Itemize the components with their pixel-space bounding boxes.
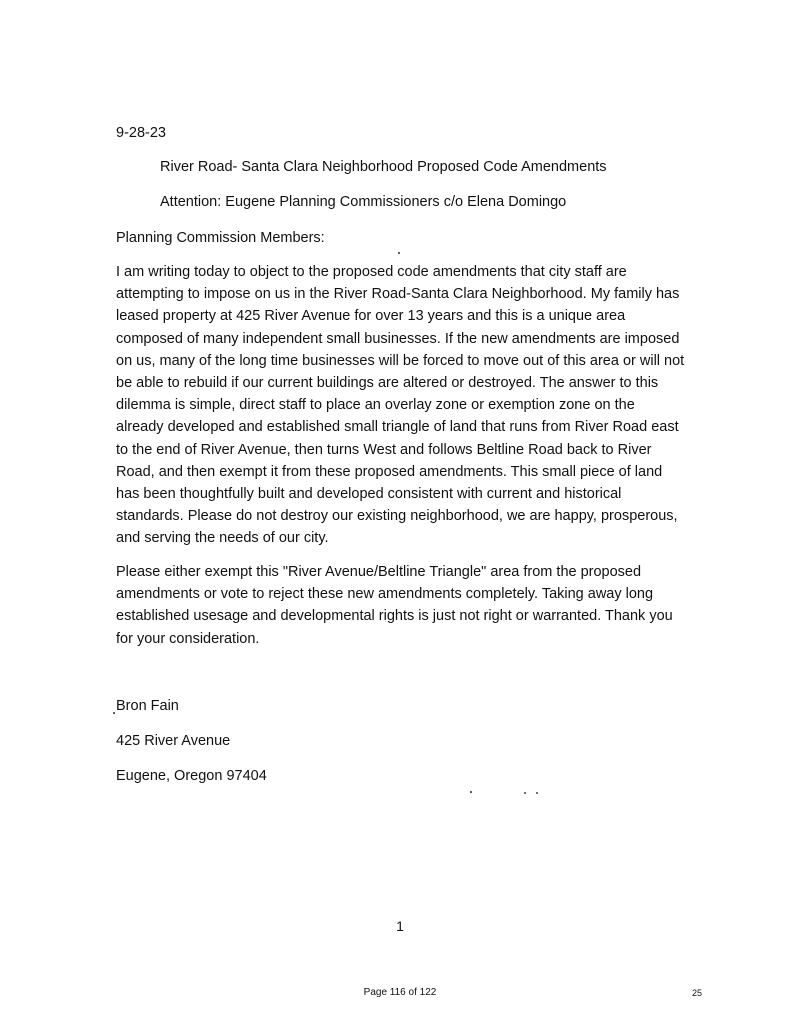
scan-speck — [470, 791, 472, 793]
signature-city: Eugene, Oregon 97404 — [116, 768, 267, 784]
scan-speck — [524, 792, 526, 794]
scan-speck — [398, 252, 400, 254]
body-paragraph-2: Please either exempt this "River Avenue/Beltline Triangle" area from the proposed amendments or vote to reject these new amendments completely. Taking away long established usesage and developmental rights is just not right or warranted. Thank you for your consideration. — [116, 564, 673, 647]
letter-subject: River Road- Santa Clara Neighborhood Proposed Code Amendments — [160, 159, 607, 175]
scan-speck — [536, 792, 538, 794]
scan-speck — [113, 712, 115, 714]
letter-page-number: 1 — [396, 918, 404, 934]
footer-right-number: 25 — [692, 988, 703, 998]
footer-page-label: Page 116 of 122 — [363, 987, 437, 998]
body-paragraph-1: I am writing today to object to the proposed code amendments that city staff are attempting to impose on us in the River Road-Santa Clara Neighborhood. My family has leased property at 425 River Avenue for over 13 years and this is a unique area composed of many independent small businesses. If the new amendments are imposed on us, many of the long time businesses will be forced to move out of this area or will not be able to rebuild if our current buildings are altered or destroyed. The answer to this dilemma is simple, direct staff to place an overlay zone or exemption zone on the already developed and established small triangle of land that runs from River Road east to the end of River Avenue, then turns West and follows Beltline Road back to River Road, and then exempt it from these proposed amendments. This small piece of land has been thoughtfully built and developed consistent with current and historical standards. Please do not destroy our existing neighborhood, we are happy, prosperous, and serving the needs of our city. — [116, 264, 685, 547]
signature-name: Bron Fain — [116, 698, 179, 714]
signature-address: 425 River Avenue — [116, 733, 231, 749]
letter-salutation: Planning Commission Members: — [116, 230, 325, 246]
letter-attention: Attention: Eugene Planning Commissioners c/o Elena Domingo — [160, 194, 567, 210]
letter-date: 9-28-23 — [116, 125, 166, 141]
